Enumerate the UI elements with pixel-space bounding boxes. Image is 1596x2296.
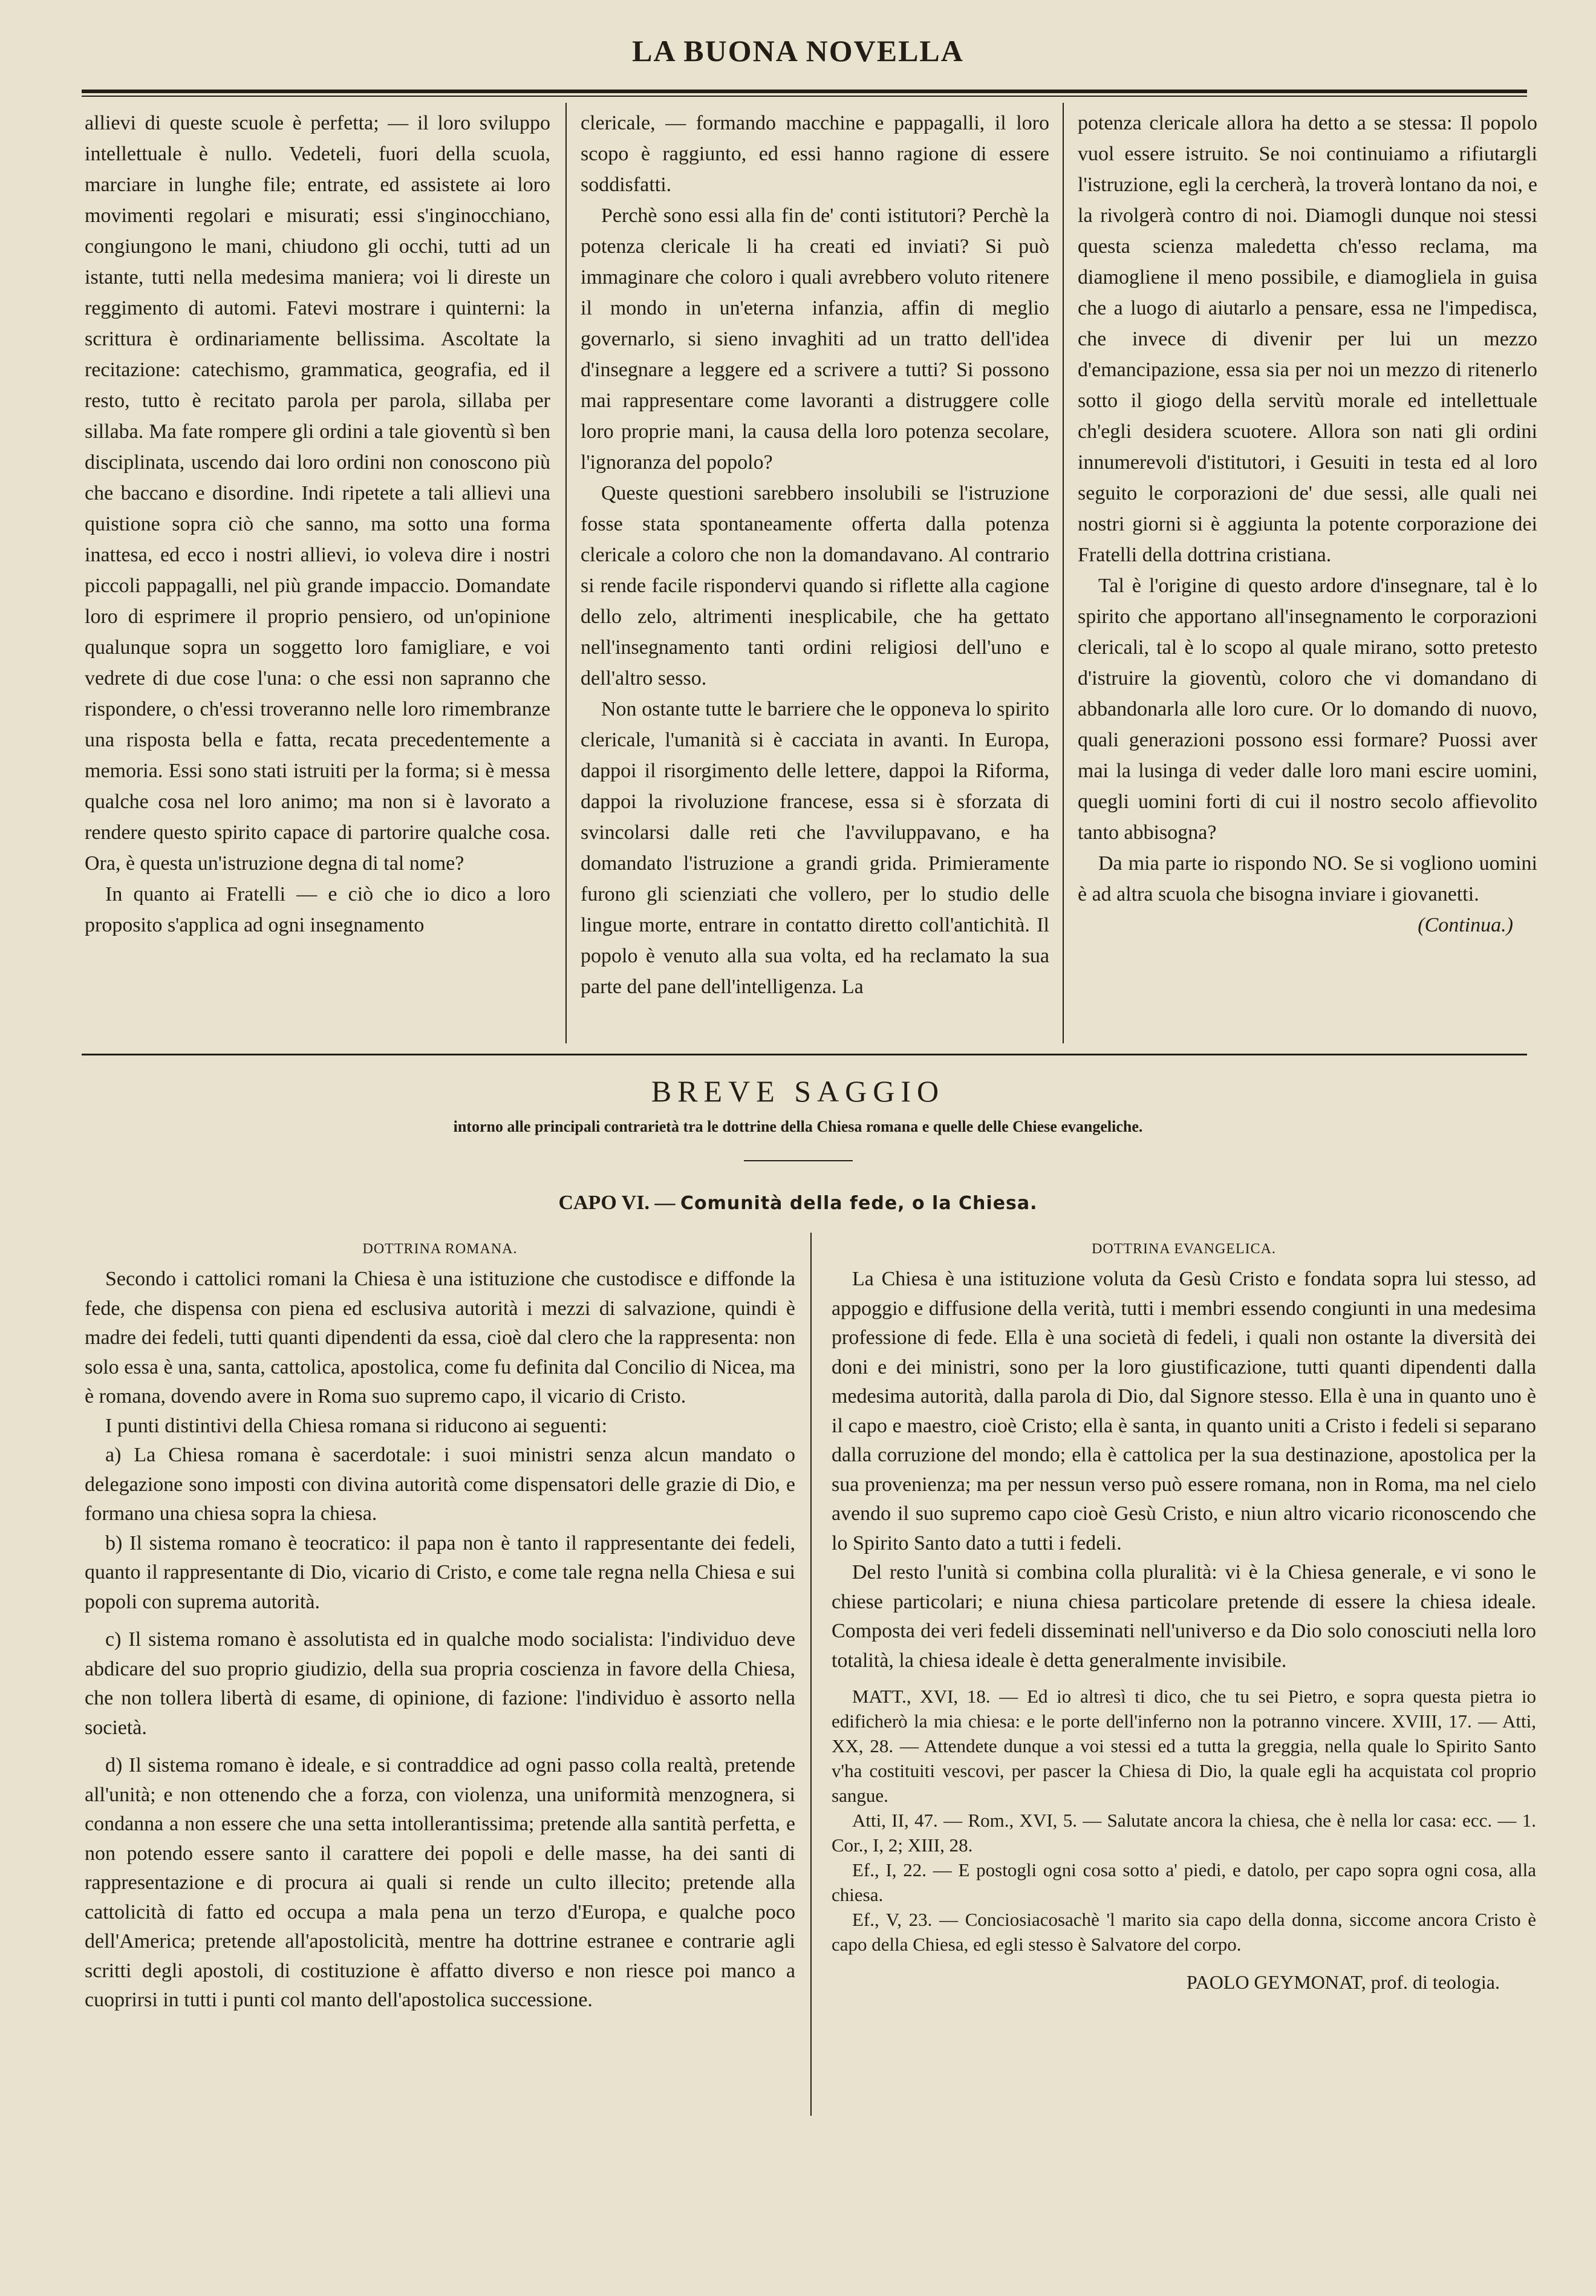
continua-note bbox=[1078, 910, 1537, 941]
romana-para-5: c) Il sistema romano è assolutista ed in qualche modo socialista: l'individuo deve abdicare del suo proprio giudizio, della sua propria coscienza in favore della Chiesa, che non tollera libertà di esame, di opinione, di fazione: l'individuo è assorto nella società. bbox=[85, 1628, 795, 1739]
section-short-rule bbox=[744, 1160, 853, 1161]
chapter-name: Comunità della fede, o la Chiesa. bbox=[680, 1193, 1038, 1214]
quote-2: Atti, II, 47. — Rom., XVI, 5. — Salutate ancora la chiesa, che è nella lor casa: ecc. — 1. Cor., I, 2; XIII, 28. bbox=[832, 1810, 1536, 1856]
masthead-title: LA BUONA NOVELLA bbox=[632, 34, 964, 68]
romana-para-6: d) Il sistema romano è ideale, e si contraddice ad ogni passo colla realtà, pretende all'unità; e non ottenendo che a forza, con violenza, una uniformità menzognera, si condanna a non essere che una setta intollerantissima; pretende alla santità perfetta, e non potendo essere santo il carattere dei popoli e delle masse, ha dei santi di rappresentazione e di procura ai quali si rende un culto illecito; pretende alla cattolicità di fatto ed occupa a mala pena un terzo d'Europa, e qualche poco dell'America; pretende all'apostolicità, mentre ha dottrine estranee e contrarie agli scritti degli apostoli, di costituzione è affatto diverso e non riesce poi manco a cuoprirsi in tutti i punti col manto dell'apostolica successione. bbox=[85, 1754, 795, 2011]
column-divider-1 bbox=[565, 103, 567, 1043]
romana-para-1: Secondo i cattolici romani la Chiesa è una istituzione che custodisce e diffonde la fede, che dispensa con piena ed esclusiva autorità i mezzi di salvazione, quindi è madre dei fedeli, tutti quanti dipendenti da essa, cioè dal clero che la rappresenta: non solo essa è una, santa, cattolica, apostolica, come fu definita dal Concilio di Nicea, ma è romana, dovendo avere in Roma suo supremo capo, il vicario di Cristo. bbox=[85, 1268, 795, 1407]
dottrina-romana-column bbox=[85, 1237, 795, 2123]
romana-para-4: b) Il sistema romano è teocratico: il papa non è tanto il rappresentante dei fedeli, quanto il rappresentante di Dio, vicario di Cristo, e come tale regna nella Chiesa e sui popoli con suprema autorità. bbox=[85, 1531, 795, 1613]
column-1 bbox=[85, 108, 550, 1042]
chapter-number: CAPO VI. — bbox=[558, 1192, 676, 1214]
column-2 bbox=[581, 108, 1049, 1042]
column-3 bbox=[1078, 108, 1537, 1042]
dottrina-romana-heading: DOTTRINA ROMANA. bbox=[362, 1241, 518, 1257]
dottrina-evangelica-heading: DOTTRINA EVANGELICA. bbox=[1092, 1241, 1276, 1257]
chapter-heading bbox=[0, 1192, 1596, 1215]
scripture-quotes bbox=[832, 1684, 1536, 1957]
masthead-rule-thin bbox=[82, 96, 1527, 97]
column-divider-3 bbox=[810, 1233, 812, 2116]
col2-para-1: clericale, — formando macchine e pappagalli, il loro scopo è raggiunto, ed essi hanno ragione di essere soddisfatti. bbox=[581, 112, 1049, 196]
evangelica-para-2: Del resto l'unità si combina colla pluralità: vi è la Chiesa generale, e vi sono le chiese particolari; e niuna chiesa particolare pretende di essere la chiesa ideale. Composta dei veri fedeli disseminati nell'universo e da Dio solo conosciuti nella loro totalità, la chiesa ideale è detta generalmente invisibile. bbox=[832, 1561, 1536, 1672]
col3-para-3: Da mia parte io rispondo NO. Se si vogliono uomini è ad altra scuola che bisogna inviare i giovanetti. bbox=[1078, 852, 1537, 905]
masthead-rule-thick bbox=[82, 90, 1527, 93]
quote-3: Ef., I, 22. — E postogli ogni cosa sotto a' piedi, e datolo, per capo sopra ogni cosa, alla chiesa. bbox=[832, 1859, 1536, 1905]
continua-text: (Continua.) bbox=[1418, 914, 1513, 936]
col1-para-2: In quanto ai Fratelli — e ciò che io dico a loro proposito s'applica ad ogni insegnamento bbox=[85, 883, 550, 936]
romana-para-3: a) La Chiesa romana è sacerdotale: i suoi ministri senza alcun mandato o delegazione sono imposti con divina autorità come dispensatori delle grazie di Dio, e formano una chiesa sopra la chiesa. bbox=[85, 1444, 795, 1525]
author-signature: PAOLO GEYMONAT, prof. di teologia. bbox=[1186, 1971, 1500, 1993]
col3-para-1: potenza clericale allora ha detto a se stessa: Il popolo vuol essere istruito. Se noi continuiamo a rifiutargli l'istruzione, egli la cercherà, la troverà lontano da noi, e la rivolgerà contro di noi. Diamogli dunque noi stessi questa scienza maledetta ch'esso reclama, ma diamogliene il meno possibile, e diamogliela in guisa che a luogo di aiutarlo a pensare, essa ne l'impedisca, che invece di divenir per lui un mezzo d'emancipazione, essa sia per noi un mezzo di ritenerlo sotto il giogo della servitù morale ed intellettuale ch'egli desidera scuotere. Allora son nati gli ordini innumerevoli d'istitutori, i Gesuiti in testa ed al loro seguito le corporazioni de' due sessi, alle quali nei nostri giorni si è aggiunta la potente corporazione dei Fratelli della dottrina cristiana. bbox=[1078, 112, 1537, 566]
romana-para-2: I punti distintivi della Chiesa romana si riducono ai seguenti: bbox=[105, 1414, 608, 1437]
column-divider-2 bbox=[1063, 103, 1064, 1043]
dottrina-evangelica-column bbox=[832, 1237, 1536, 2123]
col1-para-1: allievi di queste scuole è perfetta; — il loro sviluppo intellettuale è nullo. Vedeteli, fuori della scuola, marciare in lunghe file; entrate, ed assistete ai loro movimenti regolari e misurati; essi s'inginocchiano, congiungono le mani, chiudono gli occhi, tutti ad un istante, tutti nella medesima maniera; voi li direste un reggimento di automi. Fatevi mostrare i quinterni: la scrittura è ordinariamente bellissima. Ascoltate la recitazione: catechismo, grammatica, geografia, ed il resto, tutto è recitato parola per parola, sillaba per sillaba. Ma fate rompere gli ordini a tale gioventù sì ben disciplinata, uscendo dai loro ordini non conoscono più che baccano e disordine. Indi ripetete a tali allievi una quistione sopra ciò che sanno, ma sotto una forma inattesa, ed ecco i nostri allievi, io voleva dire i nostri piccoli pappagalli, nel più grande impaccio. Domandate loro di esprimere il proprio pensiero, od un'opinione qualunque sopra un soggetto loro famigliare, e voi vedrete di due cose l'una: o che essi non sapranno che rispondere, o ch'essi troveranno nelle loro rimembranze una risposta bella e fatta, recata precedentemente a memoria. Essi sono stati istruiti per la forma; si è messa qualche cosa nel loro animo; ma non si è lavorato a rendere questo spirito capace di partorire qualche cosa. Ora, è questa un'istruzione degna di tal nome? bbox=[85, 112, 550, 875]
evangelica-para-1: La Chiesa è una istituzione voluta da Gesù Cristo e fondata sopra lui stesso, ad appoggio e diffusione della verità, tutti i membri essendo congiunti in una medesima professione di fede. Ella è una società di fedeli, i quali non ostante la diversità dei doni e dei ministri, sono per la loro giustificazione, tutti quanti dipendenti dalla medesima autorità, dalla parola di Dio, dal Signore stesso. Ella è una in quanto uno è il capo e maestro, cioè Cristo; ella è santa, in quanto uniti a Cristo i fedeli si separano dalla corruzione del mondo; ella è cattolica per la sua destinazione, apostolica per la sua provenienza; ma per nessun verso può essere romana, non in Roma, ma nel cielo avendo il suo supremo capo cioè Gesù Cristo, e niun altro vicario riconoscendo che lo Spirito Santo dato a tutti i fedeli. bbox=[832, 1268, 1536, 1554]
col2-para-3: Queste questioni sarebbero insolubili se l'istruzione fosse stata spontaneamente offerta dalla potenza clericale a coloro che non la domandavano. Al contrario si rende facile rispondervi quando si riflette alla cagione dello zelo, altrimenti inesplicabile, che ha gettato nell'insegnamento tanti ordini religiosi dell'uno e dell'altro sesso. bbox=[581, 482, 1049, 690]
col2-para-4: Non ostante tutte le barriere che le opponeva lo spirito clericale, l'umanità si è cacciata in avanti. In Europa, dappoi il risorgimento delle lettere, dappoi la Riforma, dappoi la rivoluzione francese, essa si è sforzata di svincolarsi dalle reti che l'avviluppavano, e ha domandato l'istruzione a grandi grida. Primieramente furono gli scienziati che vollero, per lo studio delle lingue morte, entrare in contatto diretto coll'antichità. Il popolo è venuto alla sua volta, ed ha reclamato la sua parte del pane dell'intelligenza. La bbox=[581, 698, 1049, 998]
section-subtitle: intorno alle principali contrarietà tra le dottrine della Chiesa romana e quelle delle Chiese evangeliche. bbox=[453, 1118, 1143, 1135]
quote-4: Ef., V, 23. — Conciosiacosachè 'l marito sia capo della donna, siccome ancora Cristo è capo della Chiesa, ed egli stesso è Salvatore del corpo. bbox=[832, 1909, 1536, 1955]
section-title: BREVE SAGGIO bbox=[651, 1074, 945, 1108]
section-divider bbox=[82, 1054, 1527, 1055]
col3-para-2: Tal è l'origine di questo ardore d'insegnare, tal è lo spirito che apportano all'insegnamento le corporazioni clericali, tal è lo scopo al quale mirano, sotto pretesto d'istruire la gioventù, coloro che vi domandano di abbandonarla alle loro cure. Or lo domando di nuovo, quali generazioni possono essi formare? Puossi aver mai la lusinga di veder dalle loro mani escire uomini, quegli uomini forti di cui il nostro secolo affievolito tanto abbisogna? bbox=[1078, 575, 1537, 844]
quote-1: MATT., XVI, 18. — Ed io altresì ti dico, che tu sei Pietro, e sopra questa pietra io edificherò la mia chiesa: e le porte dell'inferno non la potranno vincere. XVIII, 17. — Atti, XX, 28. — Attendete dunque a voi stessi ed a tutta la greggia, nella quale lo Spirito Santo v'ha costituiti vescovi, per pascer la Chiesa di Dio, la quale egli ha acquistata col proprio sangue. bbox=[832, 1686, 1536, 1806]
col2-para-2: Perchè sono essi alla fin de' conti istitutori? Perchè la potenza clericale li ha creati ed inviati? Si può immaginare che coloro i quali avrebbero voluto ritenere il mondo in un'eterna infanzia, affin di meglio governarlo, si sieno invaghiti ad un tratto dell'idea d'insegnare a leggere ed a scrivere a tutti? Si possono mai rappresentare come lavoranti a distruggere colle loro proprie mani, la causa della loro potenza secolare, l'ignoranza del popolo? bbox=[581, 204, 1049, 474]
